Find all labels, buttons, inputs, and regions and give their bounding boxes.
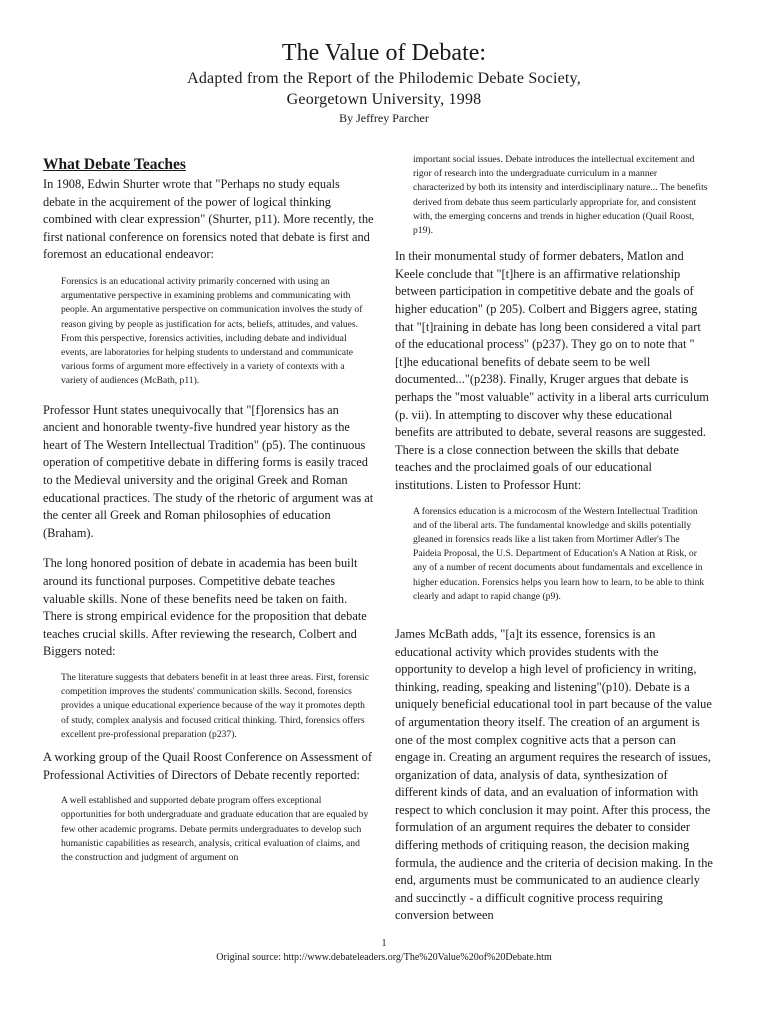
paragraph-matlon-keele: In their monumental study of former debaters, Matlon and Keele conclude that "[t]here is an affirmative relationship between participation in competitive debate and the goals of higher education" (p 205). Colbert and Biggers agree, stating that "[t]raining in debate has long been considered a vital part of the educational process" (p237). They go on to note that "[t]he educational benefits of debate seem to be well documented..."(p238). Finally, Kruger argues that debate is perhaps the "most valuable" activity in a liberal arts curriculum (p. vii). In attempting to discover why these educational benefits are attributed to debate, several reasons are suggested. There is a close connection between the skills that debate teaches and the proclaimed goals of our educational institutions. Listen to Professor Hunt: (395, 249, 709, 492)
blockquote-hunt: A forensics education is a microcosm of the Western Intellectual Tradition and of the liberal arts. The fundamental knowledge and skills potentially gleaned in forensics reads like a list taken from Mortimer Adler's The Paideia Proposal, the U.S. Department of Education's A Nation at Risk, or any of a number of recent documents about fundamentals and excellence in higher education. Forensics helps you learn how to learn, to be able to think clearly and adapt to rapid change (p9). (413, 505, 705, 602)
blockquote-colbert-biggers: The literature suggests that debaters benefit in at least three areas. First, forensic competition improves the students' communication skills. Second, forensics provides a unique educational experience because of the way it promotes depth of study, complex analysis and focused critical thinking. Third, forensics offers excellent pre-professional preparation (p237). (61, 671, 369, 740)
section-heading: What Debate Teaches (43, 156, 186, 173)
source-url: Original source: http://www.debateleaders.org/The%20Value%20of%20Debate.htm (216, 952, 552, 963)
document-subtitle-line2: Georgetown University, 1998 (286, 91, 482, 108)
document-subtitle-line1: Adapted from the Report of the Philodemic Debate Society, (187, 70, 581, 87)
paragraph-long-honored: The long honored position of debate in academia has been built around its functional purposes. Competitive debate teaches valuable skills. None of these benefits need be taken on faith. There is strong empirical evidence for the proposition that debate teaches crucial skills. After reviewing the research, Colbert and Biggers noted: (43, 556, 367, 659)
blockquote-quail-roost: A well established and supported debate program offers exceptional opportunities for both undergraduate and graduate education that are equaled by few other academic programs. Debate permits undergraduates to develop such humanistic capabilities as research, analysis, critical evaluation of claims, and the construction and judgment of argument on (61, 795, 369, 863)
blockquote-quail-roost-continued: important social issues. Debate introduces the intellectual excitement and rigor of research into the undergraduate curriculum in a manner characterized by both its intensity and interdisciplinary nature... The benefits derived from debate thus seem particularly appropriate for, and consistent with, the emerging concerns and trends in higher education (Quail Roost, p19). (413, 154, 708, 237)
paragraph-hunt: Professor Hunt states unequivocally that "[f]orensics has an ancient and honorable twenty-five hundred year history as the heart of The Western Intellectual Tradition" (p5). The continuous operation of competitive debate in differing forms is easily traced to the Medieval university and the original Greek and Roman educational practices. The study of the rhetoric of argument was at the center all Greek and Roman philosophies of education (Braham). (43, 402, 374, 540)
paragraph-mcbath-adds: James McBath adds, "[a]t its essence, forensics is an educational activity which provides students with the opportunity to develop a high level of proficiency in writing, thinking, reading, speaking and listening"(p10). Debate is a uniquely beneficial educational tool in part because of the value of argumentation theory itself. The creation of an argument is one of the most complex cognitive acts that a person can engage in. Creating an argument requires the research of issues, organization of data, analysis of data, synthesization of different kinds of data, and an evaluation of information with respect to which conclusion it may point. After this process, the formulation of an argument requires the debater to consider differing methods of critiquing reason, the decision making formula, the audience and the criteria of decision making. In the end, arguments must be communicated to an audience clearly and succinctly - a difficult cognitive process requiring conversion between (395, 626, 713, 923)
document-title: The Value of Debate: (281, 40, 487, 66)
blockquote-mcbath: Forensics is an educational activity primarily concerned with using an argumentative perspective in examining problems and communicating with people. An argumentative perspective on communication involves the study of reason giving by people as justification for acts, beliefs, attitudes, and values. From this perspective, forensics activities, including debate and individual events, are laboratories for helping students to understand and communicate various forms of argument more effectively in a variety of contexts with a variety of audiences (McBath, p11). (61, 275, 363, 387)
right-column (395, 152, 713, 925)
paragraph-quail-roost: A working group of the Quail Roost Conference on Assessment of Professional Activities of Directors of Debate recently reported: (43, 749, 372, 782)
paragraph-shurter: In 1908, Edwin Shurter wrote that "Perhaps no study equals debate in the acquirement of the power of logical thinking combined with clear expression" (Shurter, p11). More recently, the first national conference on forensics noted that debate is first and foremost an educational endeavor: (43, 177, 374, 262)
page-number: 1 (381, 938, 387, 949)
author-byline: By Jeffrey Parcher (339, 111, 429, 125)
left-column (43, 152, 375, 865)
